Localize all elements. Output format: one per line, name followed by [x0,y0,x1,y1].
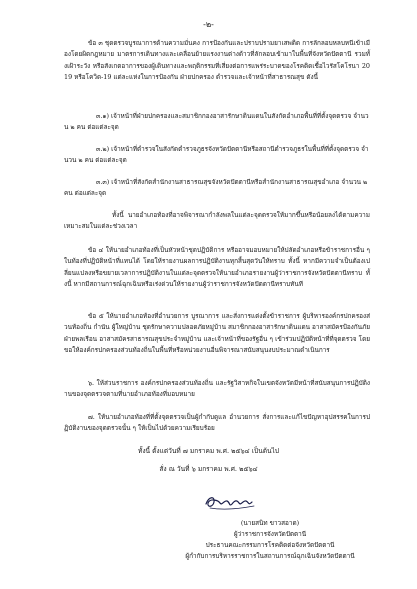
page-number: -๒- [203,20,214,29]
signer-block [160,518,380,562]
clause-3-note: ทั้งนี้ นายอำเภอท้องที่อาจพิจารณากำลังพลในแต่ละจุดตรวจให้มากขึ้นหรือน้อยลงได้ตามความเหมาะสมในแต่ละช่วงเวลา [64,211,370,231]
signer-title-2: ประธานคณะกรรมการโรคติดต่อจังหวัดปัตตานี [205,541,335,549]
clause-7: ๗. ให้นายอำเภอท้องที่ที่ตั้งจุดตรวจเป็นผู้กำกับดูแล อำนวยการ สั่งการและแก้ไขปัญหาอุปสรรคในการปฏิบัติงานของจุดตรวจนั้น ๆ ให้เป็นไปด้วยความเรียบร้อย [64,413,370,433]
clause-5: ข้อ ๕ ให้นายอำเภอท้องที่อำนวยการ บูรณาการ และสั่งการแต่งตั้งข้าราชการ ผู้บริหารองค์กรปกครองส่วนท้องถิ่น กำนัน ผู้ใหญ่บ้าน ชุดรักษาความปลอดภัยหมู่บ้าน สมาชิกกองอาสารักษาดินแดน อาสาสมัครป้องกันภัยฝ่ายพลเรือน อาสาสมัครสาธารณสุขประจำหมู่บ้าน และเจ้าหน้าที่ของรัฐอื่น ๆ เข้าร่วมปฏิบัติหน้าที่ที่จุดตรวจ โดยขอให้องค์กรปกครองส่วนท้องถิ่นในพื้นที่หรือหน่วยงานอื่นพิจารณาสนับสนุนงบประมาณดำเนินการ [64,312,370,354]
clause-3-2: ๓.๒) เจ้าหน้าที่ตำรวจในสังกัดตำรวจภูธรจังหวัดปัตตานีหรือสถานีตำรวจภูธรในพื้นที่ที่ตั้งจุดตรวจ จำนวน ๒ คน ต่อแต่ละจุด [64,145,369,165]
signature-image [202,488,258,514]
signer-title-3: ผู้กำกับการบริหารราชการในสถานการณ์ฉุกเฉินจังหวัดปัตตานี [185,552,355,560]
clause-3: ข้อ ๓ ชุดตรวจบูรณาการด้านความมั่นคง การป้องกันและปราบปรามยาเสพติด การลักลอบหลบหนีเข้าเมืองโดยผิดกฎหมาย มาตรการเดินทางและเคลื่อนย้ายแรงงานต่างด้าวที่ลักลอบเข้ามาในพื้นที่จังหวัดปัตตานี รวมทั้งเฝ้าระวัง หรือสังเกตอาการของผู้เดินทางและพฤติกรรมที่เสี่ยงต่อการแพร่ระบาดของโรคติดเชื้อไวรัสโคโรนา 2019 หรือโควิด-19 แต่ละแห่งในการป้องกัน ฝ่ายปกครอง ตำรวจและเจ้าหน้าที่สาธารณสุข ดังนี้ [64,39,370,81]
effective-date: ทั้งนี้ ตั้งแต่วันที่ ๗ มกราคม พ.ศ. ๒๕๖๔ เป็นต้นไป [137,447,279,455]
clause-6: ๖. ให้ส่วนราชการ องค์กรปกครองส่วนท้องถิ่น และรัฐวิสาหกิจในเขตจังหวัดมีหน้าที่สนับสนุนการปฏิบัติงานของจุดตรวจตามที่นายอำเภอท้องที่มอบหมาย [64,379,370,399]
clause-3-1: ๓.๑) เจ้าหน้าที่ฝ่ายปกครองและสมาชิกกองอาสารักษาดินแดนในสังกัดอำเภอพื้นที่ที่ตั้งจุดตรวจ จำนวน ๒ คน ต่อแต่ละจุด [64,112,369,132]
order-date: สั่ง ณ วันที่ ๖ มกราคม พ.ศ. ๒๕๖๔ [159,465,258,473]
signer-name: (นายสนิท ขาวสอาด) [240,519,300,527]
signer-title-1: ผู้ว่าราชการจังหวัดปัตตานี [233,530,307,538]
clause-4: ข้อ ๔ ให้นายอำเภอท้องที่เป็นหัวหน้าชุดปฏิบัติการ หรืออาจมอบหมายให้ปลัดอำเภอหรือข้าราชการอื่น ๆ ในท้องที่ปฏิบัติหน้าที่แทนได้ โดยให้รายงานผลการปฏิบัติงานทุกสิ้นสุดวันให้ทราบ ทั้งนี้ หากมีความจำเป็นต้องเปลี่ยนแปลงหรือขยายเวลาการปฏิบัติงานในแต่ละจุดตรวจให้นายอำเภอรายงานผู้ว่าราชการจังหวัดปัตตานีทราบ ทั้งนี้ หากมีสถานการณ์ฉุกเฉินหรือเร่งด่วนให้รายงานผู้ว่าราชการจังหวัดปัตตานีทราบทันที [64,246,370,288]
clause-3-3: ๓.๓) เจ้าหน้าที่สังกัดสำนักงานสาธารณสุขจังหวัดปัตตานีหรือสำนักงานสาธารณสุขอำเภอ จำนวน ๒ คน ต่อแต่ละจุด [64,178,368,198]
